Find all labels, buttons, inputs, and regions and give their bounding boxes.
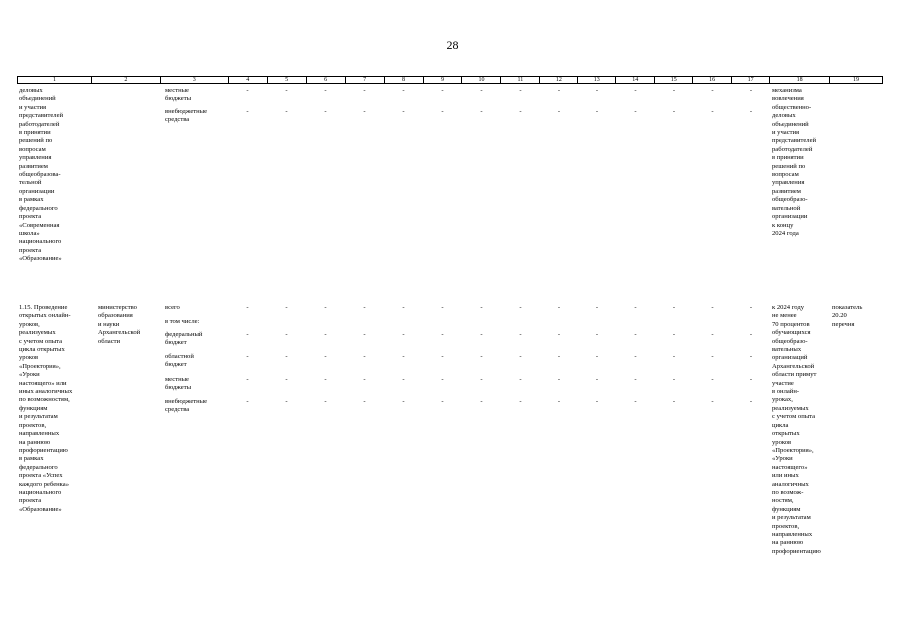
block1-row-local-col6-dash: - — [324, 87, 327, 94]
block1-row-local-col9-dash: - — [441, 87, 444, 94]
block2-row-regional-col10-dash: - — [480, 353, 483, 360]
block2-row-federal-col5-dash: - — [285, 331, 288, 338]
block1-row-extrabudget-label: внебюджетные средства — [165, 108, 208, 124]
column-header-2: 2 — [92, 77, 161, 83]
block2-row-regional-col7-dash: - — [363, 353, 366, 360]
block2-row-total-col16-dash: - — [711, 304, 714, 311]
block1-row-local-col11-dash: - — [519, 87, 522, 94]
block1-row-extrabudget-col14-dash: - — [634, 108, 637, 115]
column-header-8: 8 — [385, 77, 424, 83]
block2-col18-text: к 2024 году не менее 70 процентов обучающихся общеобразо- вательных организаций Архангельской области примут участие в онлайн- уроках, реализуемых с учетом опыта цикла открытых уроков «Проектория», «Уроки настоящего» или иных аналогичных по возмож- ностям, функциям и результатам проектов, направленных на раннюю профориентацию — [772, 304, 821, 555]
block2-row-total-col10-dash: - — [480, 304, 483, 311]
block1-col18-text: механизма вовлечения общественно- деловых объединений и участия представителей работодателей в принятии решений по вопросам управления развитием общеобразо- вательной организации к концу 2024 года — [772, 87, 817, 237]
column-header-12: 12 — [540, 77, 578, 83]
block2-row-federal-col9-dash: - — [441, 331, 444, 338]
block1-row-local-budgets-label: местные бюджеты — [165, 87, 192, 103]
block2-row-extrabudget-col17-dash: - — [749, 398, 753, 405]
column-header-4: 4 — [229, 77, 268, 83]
block2-row-federal-col17-dash: - — [749, 331, 753, 338]
block2-col2-text: министерство образования и науки Архангельской области — [98, 304, 141, 345]
block2-row-extrabudget-col9-dash: - — [441, 398, 444, 405]
block1-row-extrabudget-col5-dash: - — [285, 108, 288, 115]
column-header-15: 15 — [655, 77, 693, 83]
column-header-19: 19 — [853, 77, 859, 83]
block2-row-federal-col11-dash: - — [519, 331, 522, 338]
block2-row-federal-label: федеральный бюджет — [165, 331, 203, 347]
block2-row-local-col15-dash: - — [672, 376, 676, 383]
block1-row-extrabudget-col6-dash: - — [324, 108, 327, 115]
block2-row-federal-col6-dash: - — [324, 331, 327, 338]
column-header-13: 13 — [578, 77, 616, 83]
block1-row-extrabudget-col12-dash: - — [557, 108, 561, 115]
block1-row-local-col14-dash: - — [634, 87, 637, 94]
block1-row-local-col16-dash: - — [711, 87, 714, 94]
block1-row-extrabudget-col8-dash: - — [402, 108, 405, 115]
block1-row-extrabudget-col16-dash: - — [711, 108, 714, 115]
column-header-3: 3 — [161, 77, 229, 83]
block2-row-regional-col9-dash: - — [441, 353, 444, 360]
block2-row-regional-col17-dash: - — [749, 353, 753, 360]
block2-row-total-col12-dash: - — [557, 304, 561, 311]
block2-row-local-col7-dash: - — [363, 376, 366, 383]
block2-row-regional-col16-dash: - — [711, 353, 714, 360]
block1-row-local-col5-dash: - — [285, 87, 288, 94]
block2-row-extrabudget-col5-dash: - — [285, 398, 288, 405]
column-header-17: 17 — [732, 77, 770, 83]
block1-row-extrabudget-col15-dash: - — [672, 108, 676, 115]
block1-row-local-col7-dash: - — [363, 87, 366, 94]
block2-row-local-col14-dash: - — [634, 376, 637, 383]
block2-row-total-col7-dash: - — [363, 304, 366, 311]
block2-row-regional-col12-dash: - — [557, 353, 561, 360]
column-header-6: 6 — [307, 77, 346, 83]
block2-row-total-col4-dash: - — [246, 304, 249, 311]
block1-row-extrabudget-col17-dash: - — [749, 108, 753, 115]
block2-row-total-col6-dash: - — [324, 304, 327, 311]
block2-row-local-col17-dash: - — [749, 376, 753, 383]
block2-row-extrabudget-col15-dash: - — [672, 398, 676, 405]
block2-row-total-col17-dash: - — [749, 304, 753, 311]
block2-row-total-col5-dash: - — [285, 304, 288, 311]
block1-row-extrabudget-col4-dash: - — [246, 108, 249, 115]
block2-row-federal-col8-dash: - — [402, 331, 405, 338]
column-header-1: 1 — [18, 77, 92, 83]
block2-row-local-label: местные бюджеты — [165, 376, 192, 392]
block2-row-regional-col11-dash: - — [519, 353, 522, 360]
block2-row-regional-col15-dash: - — [672, 353, 676, 360]
block2-row-including-label: в том числе: — [165, 318, 200, 325]
block2-col19-text: показатель 20.20 перечня — [832, 304, 863, 328]
block2-row-extrabudget-col14-dash: - — [634, 398, 637, 405]
block2-row-local-col5-dash: - — [285, 376, 288, 383]
block1-row-local-col4-dash: - — [246, 87, 249, 94]
block1-row-extrabudget-col7-dash: - — [363, 108, 366, 115]
block1-row-local-col15-dash: - — [672, 87, 676, 94]
block2-row-federal-col16-dash: - — [711, 331, 714, 338]
column-header-18: 18 — [770, 77, 830, 83]
block1-col1-text: деловых объединений и участия представителей работодателей в принятии решений по вопросам управления развитием общеобразова- тельной организации в рамках федерального проекта «Современная школа» национального проекта «Образование» — [19, 87, 64, 263]
block2-row-extrabudget-col12-dash: - — [557, 398, 561, 405]
block2-row-local-col4-dash: - — [246, 376, 249, 383]
block2-row-federal-col14-dash: - — [634, 331, 637, 338]
block2-row-extrabudget-col8-dash: - — [402, 398, 405, 405]
block2-row-local-col8-dash: - — [402, 376, 405, 383]
page-number: 28 — [446, 38, 459, 52]
block2-row-regional-col5-dash: - — [285, 353, 288, 360]
block1-row-local-col12-dash: - — [557, 87, 561, 94]
block2-row-total-label: всего — [165, 304, 180, 311]
block2-row-total-col13-dash: - — [595, 304, 599, 311]
block2-row-extrabudget-col7-dash: - — [363, 398, 366, 405]
block1-row-local-col17-dash: - — [749, 87, 753, 94]
block2-row-regional-col6-dash: - — [324, 353, 327, 360]
block2-row-local-col12-dash: - — [557, 376, 561, 383]
block2-row-regional-col4-dash: - — [246, 353, 249, 360]
block1-row-extrabudget-col9-dash: - — [441, 108, 444, 115]
block2-row-federal-col4-dash: - — [246, 331, 249, 338]
block1-row-extrabudget-col10-dash: - — [480, 108, 483, 115]
column-header-5: 5 — [268, 77, 307, 83]
block2-row-extrabudget-col4-dash: - — [246, 398, 249, 405]
column-header-9: 9 — [424, 77, 463, 83]
block2-row-total-col8-dash: - — [402, 304, 405, 311]
block2-row-federal-col13-dash: - — [595, 331, 599, 338]
block2-row-local-col9-dash: - — [441, 376, 444, 383]
block2-row-regional-col13-dash: - — [595, 353, 599, 360]
block2-row-local-col11-dash: - — [519, 376, 522, 383]
block2-row-extrabudget-col11-dash: - — [519, 398, 522, 405]
block2-row-regional-col14-dash: - — [634, 353, 637, 360]
block2-row-federal-col10-dash: - — [480, 331, 483, 338]
column-header-16: 16 — [693, 77, 732, 83]
block2-row-local-col16-dash: - — [711, 376, 714, 383]
block2-row-total-col9-dash: - — [441, 304, 444, 311]
block2-row-total-col14-dash: - — [634, 304, 637, 311]
block2-row-extrabudget-col16-dash: - — [711, 398, 714, 405]
block2-row-total-col15-dash: - — [672, 304, 676, 311]
block1-row-local-col13-dash: - — [595, 87, 599, 94]
column-header-11: 11 — [501, 77, 540, 83]
block2-row-federal-col15-dash: - — [672, 331, 676, 338]
column-header-7: 7 — [346, 77, 385, 83]
block2-row-extrabudget-col10-dash: - — [480, 398, 483, 405]
block2-row-extrabudget-col6-dash: - — [324, 398, 327, 405]
block2-row-extrabudget-col13-dash: - — [595, 398, 599, 405]
block2-row-local-col10-dash: - — [480, 376, 483, 383]
block1-row-extrabudget-col13-dash: - — [595, 108, 599, 115]
block2-row-regional-col8-dash: - — [402, 353, 405, 360]
table-header-row — [17, 76, 883, 84]
block2-row-total-col11-dash: - — [519, 304, 522, 311]
column-header-10: 10 — [462, 77, 501, 83]
block2-row-regional-label: областной бюджет — [165, 353, 194, 369]
block1-row-local-col10-dash: - — [480, 87, 483, 94]
block2-row-extrabudget-label: внебюджетные средства — [165, 398, 208, 414]
column-header-14: 14 — [616, 77, 655, 83]
block2-row-local-col6-dash: - — [324, 376, 327, 383]
block1-row-extrabudget-col11-dash: - — [519, 108, 522, 115]
block2-row-federal-col12-dash: - — [557, 331, 561, 338]
block2-row-local-col13-dash: - — [595, 376, 599, 383]
block2-row-federal-col7-dash: - — [363, 331, 366, 338]
block2-col1-text: 1.15. Проведение открытых онлайн- уроков, реализуемых с учетом опыта цикла открытых уроков «Проектория», «Уроки настоящего» или иных аналогичных по возможностям, функциям и результатам проектов, направленных на раннюю профориентацию в рамках федерального проекта «Успех каждого ребенка» национального проекта «Образование» — [19, 304, 73, 513]
block1-row-local-col8-dash: - — [402, 87, 405, 94]
